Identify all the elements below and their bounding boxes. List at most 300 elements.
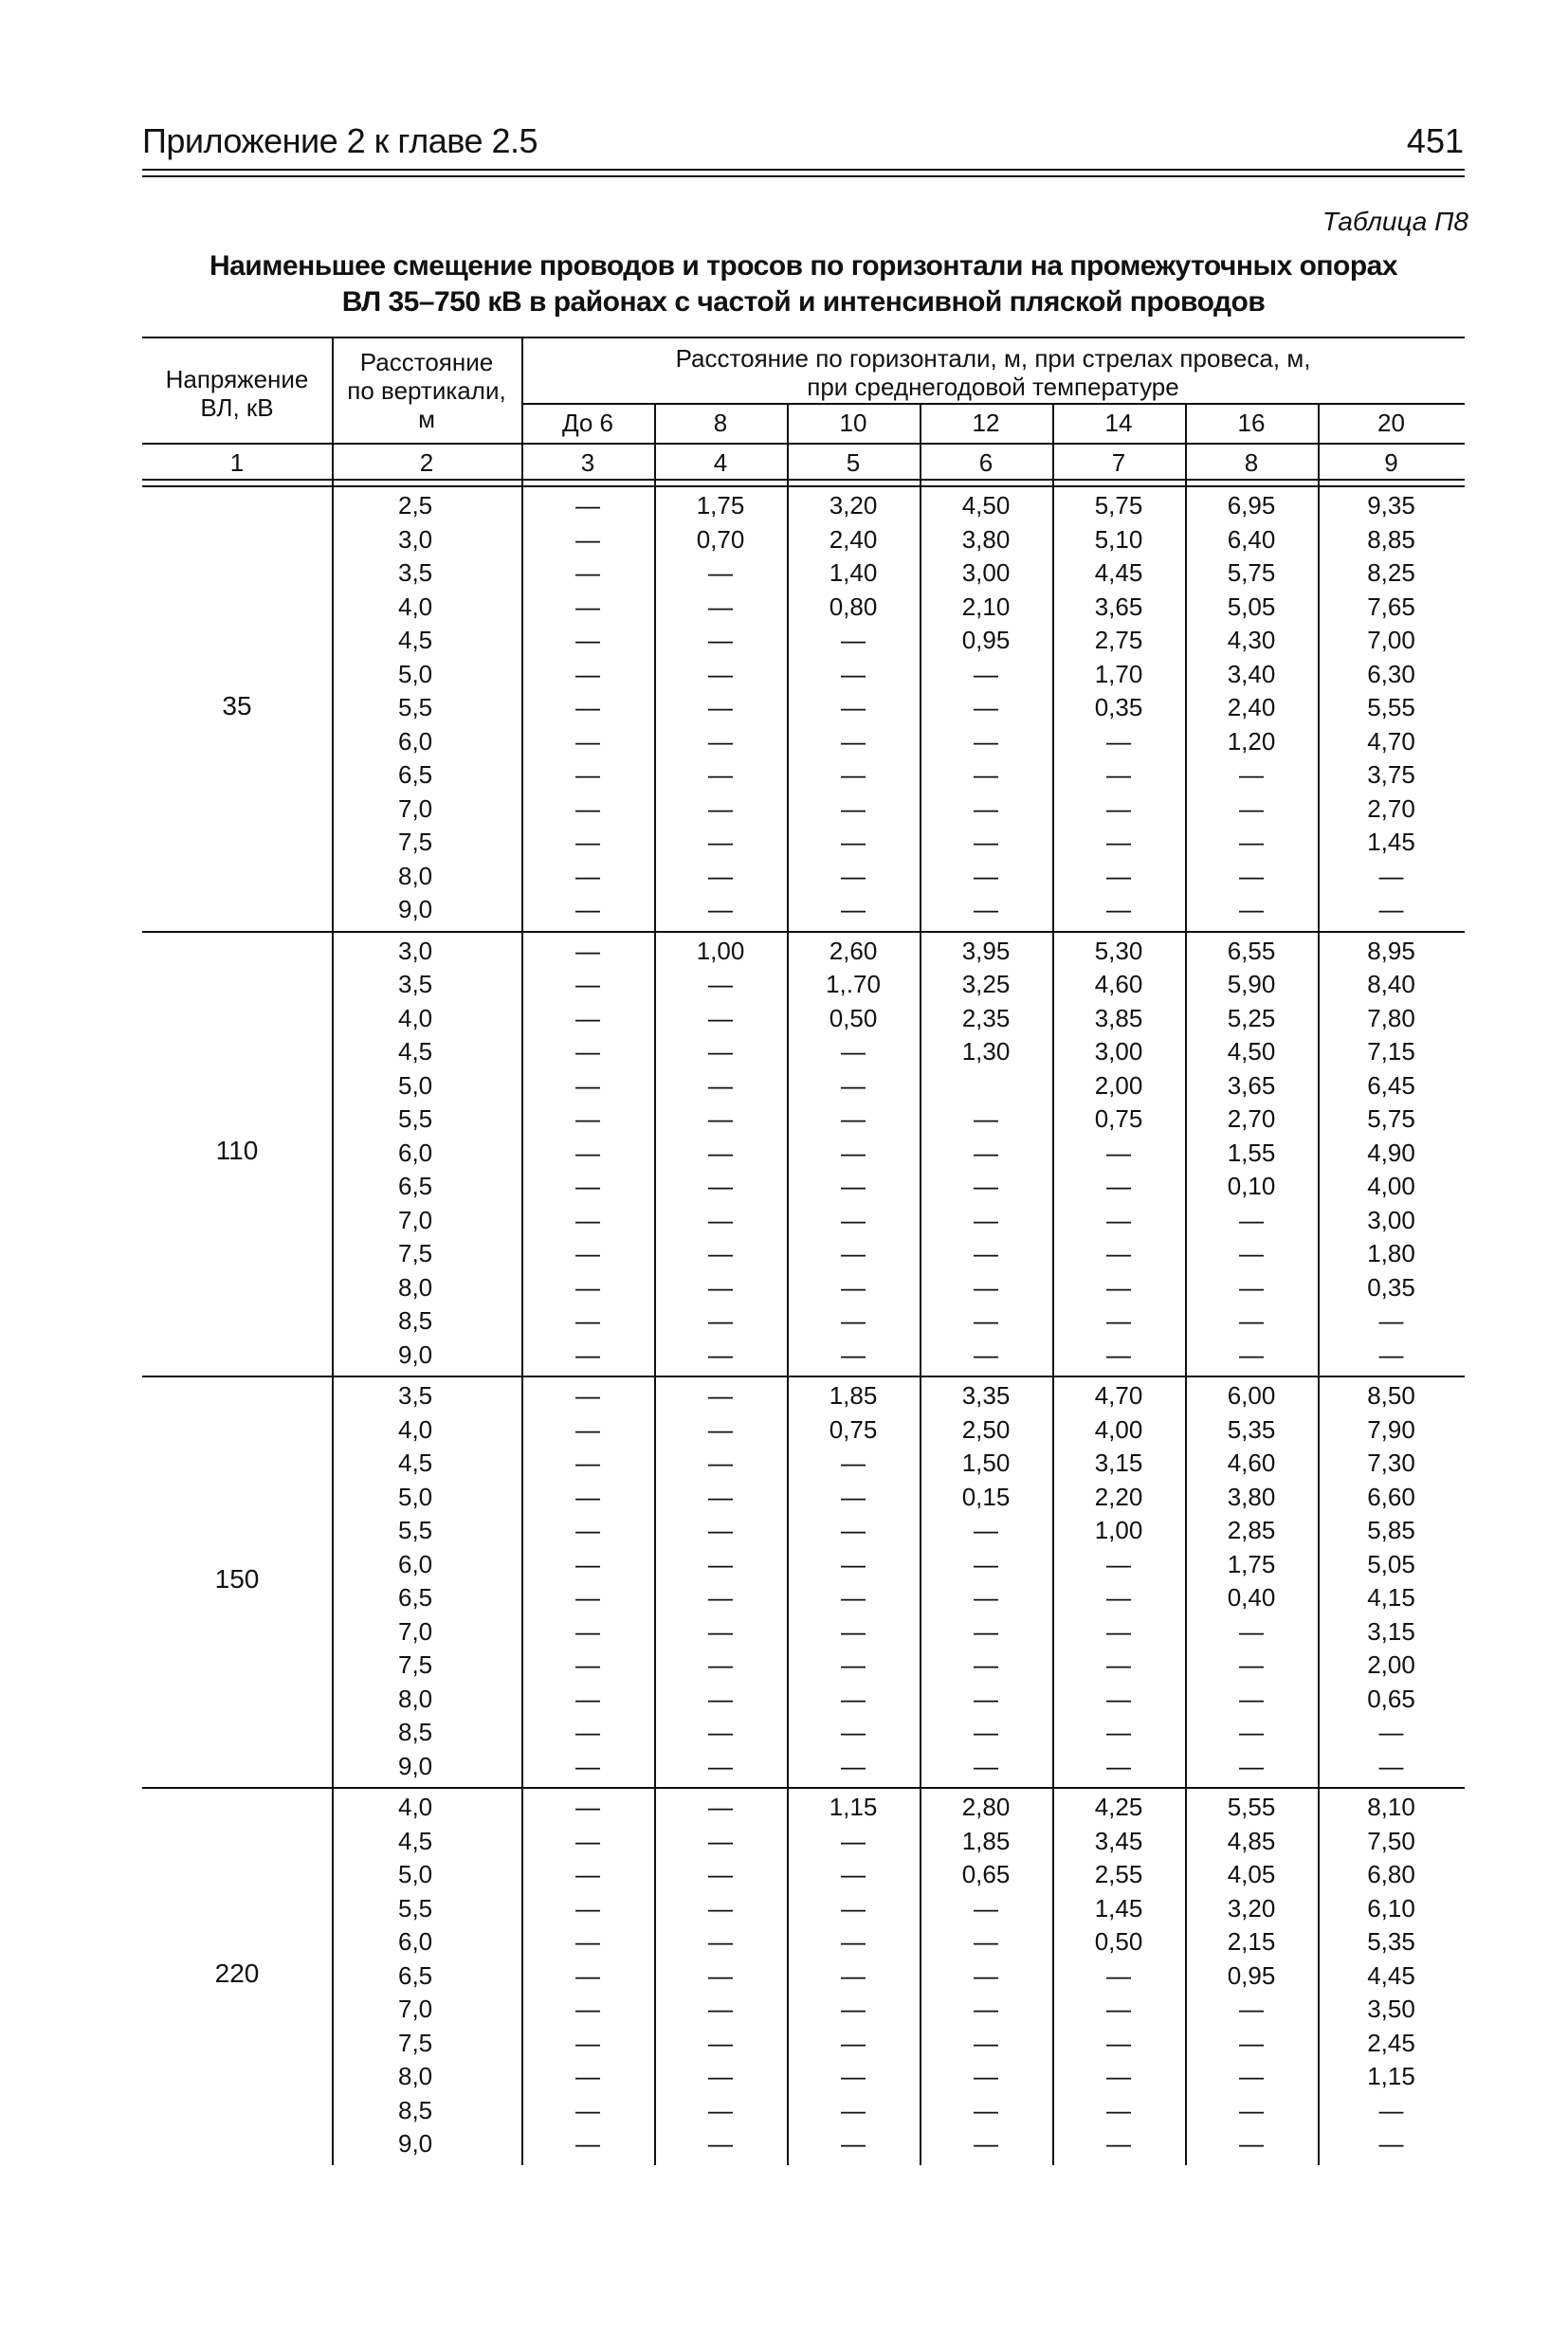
offset-cell: — <box>841 726 866 756</box>
sag-header-cell: До 6 <box>561 409 614 437</box>
offset-cell: 5,35 <box>1367 1927 1415 1956</box>
offset-cell: — <box>974 693 998 721</box>
offset-cell: — <box>841 1239 866 1267</box>
offset-cell: — <box>575 760 600 789</box>
sag-header-cell: 20 <box>1377 409 1405 437</box>
column-number-cell: 7 <box>1111 448 1126 477</box>
offset-cell: — <box>841 1650 866 1679</box>
offset-cell: 3,15 <box>1367 1616 1415 1646</box>
offset-cell: — <box>841 1860 866 1888</box>
offset-cell: — <box>841 1960 866 1990</box>
offset-cell: 5,85 <box>1367 1516 1415 1544</box>
table-title <box>142 248 1465 320</box>
offset-cell: — <box>1239 2095 1264 2124</box>
offset-cell: — <box>575 1826 600 1855</box>
vertical-distance-cell: 8,5 <box>398 1306 433 1335</box>
offset-cell: — <box>575 1960 600 1990</box>
offset-cell: — <box>708 1172 733 1200</box>
vertical-distance-cell: 8,0 <box>398 1272 433 1302</box>
offset-cell: — <box>1106 1239 1131 1267</box>
vertical-distance-cell: 8,5 <box>398 2095 433 2124</box>
table-row <box>142 2127 1465 2161</box>
vertical-distance-cell: 4,5 <box>398 1449 433 1477</box>
offset-cell: — <box>974 1239 998 1267</box>
offset-cell: 1,75 <box>1227 1549 1276 1578</box>
offset-cell: 2,00 <box>1367 1650 1415 1679</box>
offset-cell: — <box>708 1340 733 1369</box>
offset-cell: — <box>974 2062 998 2090</box>
vertical-distance-cell: 4,0 <box>398 1003 433 1032</box>
offset-cell: — <box>841 1037 866 1066</box>
offset-cell: — <box>708 1684 733 1713</box>
table-row <box>142 1716 1465 1750</box>
offset-cell: 8,85 <box>1367 524 1415 554</box>
offset-cell: — <box>575 1718 600 1746</box>
vertical-distance-cell: 4,0 <box>398 1414 433 1444</box>
vertical-distance-cell: 8,5 <box>398 1718 433 1746</box>
offset-cell: 6,45 <box>1367 1070 1415 1100</box>
offset-cell: 1,70 <box>1094 659 1143 688</box>
vertical-distance-cell: 6,5 <box>398 760 433 789</box>
vertical-distance-cell: 6,0 <box>398 1549 433 1578</box>
offset-cell: 0,10 <box>1227 1172 1276 1200</box>
offset-cell: — <box>1106 1272 1131 1302</box>
table-row <box>142 1791 1465 1825</box>
offset-cell: 1,85 <box>829 1381 878 1410</box>
vertical-distance-cell: 3,0 <box>398 524 433 554</box>
offset-cell: — <box>708 1003 733 1032</box>
vertical-distance-cell: 5,5 <box>398 1893 433 1923</box>
offset-cell: 0,35 <box>1367 1272 1415 1302</box>
column-header-voltage <box>142 365 332 422</box>
offset-cell: 4,25 <box>1094 1793 1143 1821</box>
offset-cell: 4,50 <box>961 491 1011 519</box>
offset-cell: 3,45 <box>1094 1826 1143 1855</box>
offset-cell: — <box>974 1995 998 2023</box>
offset-cell: — <box>1106 760 1131 789</box>
table-row <box>142 1069 1465 1103</box>
vertical-distance-cell: 7,0 <box>398 1205 433 1234</box>
table-label: Таблица П8 <box>1322 207 1468 236</box>
offset-cell: — <box>708 1104 733 1133</box>
offset-cell: 8,40 <box>1367 970 1415 998</box>
offset-cell: 1,80 <box>1367 1239 1415 1267</box>
column-header-horizontal <box>521 344 1465 401</box>
offset-cell: — <box>708 1718 733 1746</box>
offset-cell: — <box>575 1138 600 1167</box>
offset-cell: 5,75 <box>1227 558 1276 587</box>
offset-cell: — <box>974 2129 998 2158</box>
offset-cell: — <box>708 1751 733 1780</box>
offset-cell: 1,20 <box>1227 726 1276 756</box>
offset-cell: — <box>1106 1306 1131 1335</box>
offset-cell: — <box>974 2095 998 2124</box>
table-row <box>142 1379 1465 1413</box>
offset-cell: — <box>1239 895 1264 923</box>
table-row <box>142 1413 1465 1448</box>
offset-cell: — <box>708 1449 733 1477</box>
offset-cell: 1,00 <box>696 936 745 965</box>
offset-cell: — <box>575 895 600 923</box>
offset-cell: — <box>575 1239 600 1267</box>
vertical-distance-cell: 6,0 <box>398 1138 433 1167</box>
offset-cell: — <box>575 1583 600 1612</box>
offset-cell: 2,70 <box>1367 793 1415 823</box>
table-row <box>142 1825 1465 1859</box>
offset-cell: 6,30 <box>1367 659 1415 688</box>
offset-cell: 7,50 <box>1367 1826 1415 1855</box>
offset-cell: 3,85 <box>1094 1003 1143 1032</box>
offset-cell: 4,90 <box>1367 1138 1415 1167</box>
offset-cell: — <box>841 2129 866 2158</box>
vertical-distance-cell: 5,0 <box>398 1070 433 1100</box>
column-header-line: по вертикали, <box>347 376 506 405</box>
offset-cell: — <box>575 626 600 654</box>
offset-cell: — <box>575 726 600 756</box>
offset-cell: — <box>575 1751 600 1780</box>
offset-cell: — <box>1239 1205 1264 1234</box>
offset-cell: 2,15 <box>1227 1927 1276 1956</box>
offset-cell: — <box>841 895 866 923</box>
table-row <box>142 624 1465 658</box>
offset-cell: 0,70 <box>696 524 745 554</box>
offset-cell: — <box>708 861 733 890</box>
table-row <box>142 591 1465 625</box>
offset-cell: — <box>841 793 866 823</box>
column-number-cell: 6 <box>978 448 994 477</box>
vertical-distance-cell: 8,0 <box>398 2062 433 2090</box>
offset-cell: — <box>1239 793 1264 823</box>
table-row <box>142 725 1465 759</box>
offset-cell: — <box>708 2129 733 2158</box>
offset-cell: — <box>841 1893 866 1923</box>
table-row <box>142 1002 1465 1036</box>
offset-cell: — <box>974 1893 998 1923</box>
table-row <box>142 2094 1465 2128</box>
offset-cell: — <box>1106 895 1131 923</box>
offset-cell: 3,00 <box>961 558 1011 587</box>
vertical-distance-cell: 9,0 <box>398 895 433 923</box>
vertical-distance-cell: 8,0 <box>398 1684 433 1713</box>
column-header-vertical <box>332 348 521 433</box>
offset-cell: 0,65 <box>961 1860 1011 1888</box>
table-row <box>142 556 1465 591</box>
column-header-line: при среднегодовой температуре <box>807 373 1179 401</box>
offset-cell: 4,30 <box>1227 626 1276 654</box>
offset-cell: — <box>575 1306 600 1335</box>
offset-cell: — <box>841 1205 866 1234</box>
offset-cell: — <box>708 1995 733 2023</box>
offset-cell: 5,75 <box>1367 1104 1415 1133</box>
offset-cell: — <box>974 1205 998 1234</box>
offset-cell: — <box>708 1893 733 1923</box>
offset-cell: — <box>1239 861 1264 890</box>
offset-cell: — <box>1106 2028 1131 2057</box>
offset-cell: 8,25 <box>1367 558 1415 587</box>
offset-cell: 1,.70 <box>826 970 881 998</box>
table-row <box>142 1271 1465 1305</box>
offset-cell: — <box>575 1995 600 2023</box>
offset-cell: 1,50 <box>961 1449 1011 1477</box>
offset-cell: 6,55 <box>1227 936 1276 965</box>
vertical-distance-cell: 7,0 <box>398 1995 433 2023</box>
offset-cell: 0,95 <box>1227 1960 1276 1990</box>
column-header-line: м <box>418 405 435 433</box>
offset-cell: — <box>974 1272 998 1302</box>
offset-cell: — <box>974 828 998 856</box>
vertical-distance-cell: 6,5 <box>398 1583 433 1612</box>
offset-cell: 0,50 <box>829 1003 878 1032</box>
offset-cell: — <box>1106 1172 1131 1200</box>
offset-cell: — <box>974 1104 998 1133</box>
offset-cell: — <box>575 861 600 890</box>
vertical-distance-cell: 7,5 <box>398 2028 433 2057</box>
table-row <box>142 1339 1465 1373</box>
table-row <box>142 2027 1465 2061</box>
column-number-cell: 9 <box>1384 448 1398 477</box>
offset-cell: — <box>1106 2062 1131 2090</box>
offset-cell: — <box>1106 1684 1131 1713</box>
offset-cell: 3,80 <box>1227 1482 1276 1511</box>
offset-cell: — <box>575 1482 600 1511</box>
vertical-distance-cell: 3,5 <box>398 1381 433 1410</box>
offset-cell: 4,60 <box>1094 970 1143 998</box>
offset-cell: 4,70 <box>1367 726 1415 756</box>
offset-cell: — <box>841 2095 866 2124</box>
offset-cell: — <box>841 760 866 789</box>
vertical-distance-cell: 5,0 <box>398 1482 433 1511</box>
table-row <box>142 1581 1465 1615</box>
table-row <box>142 1993 1465 2027</box>
offset-cell: 4,45 <box>1367 1960 1415 1990</box>
table-row <box>142 1892 1465 1926</box>
table-top-rule <box>142 337 1465 338</box>
offset-cell: — <box>1378 861 1404 890</box>
offset-cell: — <box>1378 895 1404 923</box>
offset-cell: — <box>841 1070 866 1100</box>
offset-cell: — <box>575 2129 600 2158</box>
header-sub-rule <box>521 403 1465 405</box>
offset-cell: — <box>1378 1340 1404 1369</box>
offset-cell: — <box>1239 1751 1264 1780</box>
running-header: Приложение 2 к главе 2.5 <box>142 121 538 160</box>
offset-cell: 7,00 <box>1367 626 1415 654</box>
vertical-distance-cell: 6,5 <box>398 1960 433 1990</box>
offset-cell: — <box>1378 1751 1404 1780</box>
offset-cell: 0,65 <box>1367 1684 1415 1713</box>
offset-cell: — <box>841 1927 866 1956</box>
vertical-distance-cell: 4,0 <box>398 592 433 621</box>
vertical-distance-cell: 7,5 <box>398 828 433 856</box>
offset-cell: 5,10 <box>1094 524 1143 554</box>
table-row <box>142 1615 1465 1649</box>
offset-cell: 3,35 <box>961 1381 1011 1410</box>
vertical-distance-cell: 4,5 <box>398 1037 433 1066</box>
column-header-line: ВЛ, кВ <box>200 393 274 422</box>
offset-cell: — <box>841 861 866 890</box>
offset-cell: — <box>1106 1751 1131 1780</box>
offset-cell: — <box>575 1650 600 1679</box>
table-row <box>142 893 1465 927</box>
offset-cell: 5,30 <box>1094 936 1143 965</box>
offset-cell: — <box>974 1549 998 1578</box>
header-rule-second <box>142 175 1465 177</box>
offset-cell: — <box>974 2028 998 2057</box>
offset-cell: — <box>974 1172 998 1200</box>
offset-cell: — <box>575 1449 600 1477</box>
table-row <box>142 691 1465 725</box>
offset-cell: 1,45 <box>1367 828 1415 856</box>
offset-cell: — <box>974 1684 998 1713</box>
offset-cell: — <box>1239 1239 1264 1267</box>
offset-cell: — <box>708 1070 733 1100</box>
offset-cell: — <box>708 1037 733 1066</box>
offset-cell: — <box>575 2062 600 2090</box>
offset-cell: — <box>575 793 600 823</box>
table-row <box>142 1683 1465 1717</box>
offset-cell: 0,75 <box>1094 1104 1143 1133</box>
offset-cell: — <box>841 1616 866 1646</box>
vertical-distance-cell: 5,5 <box>398 1104 433 1133</box>
table-row <box>142 826 1465 860</box>
offset-cell: 1,75 <box>696 491 745 519</box>
offset-cell: — <box>841 1684 866 1713</box>
offset-cell: — <box>575 1272 600 1302</box>
offset-cell: 6,00 <box>1227 1381 1276 1410</box>
table-row <box>142 1035 1465 1069</box>
offset-cell: — <box>1106 1718 1131 1746</box>
offset-cell: — <box>575 970 600 998</box>
offset-cell: — <box>841 2028 866 2057</box>
offset-cell: 0,35 <box>1094 693 1143 721</box>
offset-cell: — <box>841 1104 866 1133</box>
offset-cell: 7,30 <box>1367 1449 1415 1477</box>
offset-cell: 6,80 <box>1367 1860 1415 1888</box>
table-row <box>142 1649 1465 1683</box>
offset-cell: — <box>974 1138 998 1167</box>
offset-cell: — <box>575 1340 600 1369</box>
offset-cell: 7,80 <box>1367 1003 1415 1032</box>
vertical-distance-cell: 7,0 <box>398 793 433 823</box>
offset-cell: — <box>841 1482 866 1511</box>
vertical-distance-cell: 7,5 <box>398 1239 433 1267</box>
offset-cell: — <box>708 828 733 856</box>
offset-cell: — <box>974 1616 998 1646</box>
table-row <box>142 860 1465 894</box>
offset-cell: 2,35 <box>961 1003 1011 1032</box>
offset-cell: — <box>974 1583 998 1612</box>
offset-cell: 0,95 <box>961 626 1011 654</box>
offset-cell: — <box>708 793 733 823</box>
offset-cell: — <box>708 693 733 721</box>
offset-cell: — <box>1106 1138 1131 1167</box>
offset-cell: 1,30 <box>961 1037 1011 1066</box>
offset-cell: 3,20 <box>1227 1893 1276 1923</box>
offset-cell: — <box>1106 2129 1131 2158</box>
offset-cell: — <box>575 524 600 554</box>
voltage-group <box>142 935 1465 1373</box>
offset-cell: 0,15 <box>961 1482 1011 1511</box>
offset-cell: — <box>708 1583 733 1612</box>
table-row <box>142 1750 1465 1784</box>
offset-cell: — <box>575 1793 600 1821</box>
offset-cell: 2,50 <box>961 1414 1011 1444</box>
offset-cell: — <box>575 1549 600 1578</box>
offset-cell: — <box>841 1449 866 1477</box>
offset-cell: — <box>1239 1650 1264 1679</box>
offset-cell: — <box>708 1414 733 1444</box>
offset-cell: — <box>841 1826 866 1855</box>
offset-cell: — <box>1239 1616 1264 1646</box>
offset-cell: — <box>575 1927 600 1956</box>
column-number-cell: 4 <box>713 448 728 477</box>
table-row <box>142 1137 1465 1171</box>
offset-cell: — <box>708 1616 733 1646</box>
vertical-distance-cell: 6,5 <box>398 1172 433 1200</box>
offset-cell: 5,75 <box>1094 491 1143 519</box>
vertical-distance-cell: 7,5 <box>398 1650 433 1679</box>
offset-cell: — <box>1378 1306 1404 1335</box>
offset-cell: 3,15 <box>1094 1449 1143 1477</box>
offset-cell: 6,60 <box>1367 1482 1415 1511</box>
sag-header-cell: 14 <box>1104 409 1133 437</box>
offset-cell: — <box>575 1684 600 1713</box>
offset-cell: 2,20 <box>1094 1482 1143 1511</box>
table-title-line: ВЛ 35–750 кВ в районах с частой и интенсивной пляской проводов <box>341 286 1266 318</box>
offset-cell: 1,00 <box>1094 1516 1143 1544</box>
offset-cell: 1,85 <box>961 1826 1011 1855</box>
offset-cell: — <box>708 659 733 688</box>
offset-cell: 4,60 <box>1227 1449 1276 1477</box>
offset-cell: 7,15 <box>1367 1037 1415 1066</box>
offset-cell: — <box>708 2095 733 2124</box>
offset-cell: — <box>708 2028 733 2057</box>
table-row <box>142 1925 1465 1959</box>
offset-cell: 0,40 <box>1227 1583 1276 1612</box>
offset-cell: — <box>974 1751 998 1780</box>
offset-cell: — <box>708 1306 733 1335</box>
offset-cell: — <box>974 793 998 823</box>
offset-cell: — <box>1378 1718 1404 1746</box>
offset-cell: — <box>1106 1340 1131 1369</box>
offset-cell: 5,05 <box>1227 592 1276 621</box>
offset-cell: — <box>841 1306 866 1335</box>
offset-cell: — <box>1239 1718 1264 1746</box>
offset-cell: — <box>1106 1583 1131 1612</box>
offset-cell: 3,65 <box>1227 1070 1276 1100</box>
offset-cell: — <box>708 970 733 998</box>
offset-cell: — <box>1239 1995 1264 2023</box>
offset-cell: — <box>974 760 998 789</box>
offset-cell: — <box>841 2062 866 2090</box>
offset-cell: 3,00 <box>1094 1037 1143 1066</box>
column-number-cell: 1 <box>229 448 245 477</box>
offset-cell: — <box>974 861 998 890</box>
voltage-cell: 220 <box>214 1959 260 1989</box>
offset-cell: 8,95 <box>1367 936 1415 965</box>
table-title-line: Наименьшее смещение проводов и тросов по горизонтали на промежуточных опорах <box>209 250 1398 282</box>
table-row <box>142 2060 1465 2094</box>
offset-cell: — <box>708 760 733 789</box>
offset-cell: — <box>1106 861 1131 890</box>
offset-cell: 4,70 <box>1094 1381 1143 1410</box>
offset-cell: — <box>708 1960 733 1990</box>
offset-cell: 3,80 <box>961 524 1011 554</box>
vertical-distance-cell: 9,0 <box>398 2129 433 2158</box>
vertical-distance-cell: 9,0 <box>398 1751 433 1780</box>
offset-cell: — <box>974 1306 998 1335</box>
vertical-distance-cell: 5,0 <box>398 1860 433 1888</box>
